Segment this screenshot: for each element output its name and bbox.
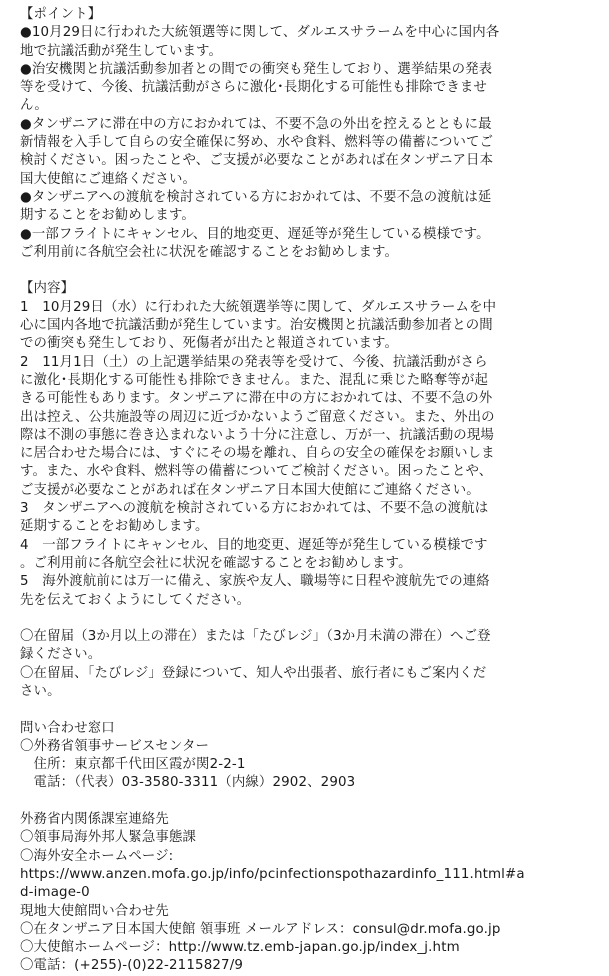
contact-line: 〇外務省領事サービスセンター <box>20 738 210 754</box>
registration-line: 〇在留届、「たびレジ」登録について、知人や出張者、旅行者にもご案内くだ <box>20 665 487 681</box>
point-line: 新情報を入手して自らの安全確保に努め、水や食料、燃料等の備蓄についてご <box>20 135 494 151</box>
spacer <box>20 701 609 719</box>
spacer <box>20 262 609 280</box>
content-line: に激化･長期化する可能性も排除できません。また、混乱に乗じた略奪等が起 <box>20 372 489 388</box>
content-line: 2 11月1日（土）の上記選挙結果の発表等を受けて、今後、抗議活動がさら <box>20 354 488 370</box>
content-line: 先を伝えておくようにしてください。 <box>20 592 251 608</box>
safety-homepage-link[interactable]: https://www.anzen.mofa.go.jp/info/pcinfectionspothazardinfo_111.html#a <box>20 866 525 882</box>
point-line: 等を受けて、今後、抗議活動がさらに激化･長期化する可能性も排除できませ <box>20 80 487 96</box>
contact-line: 〇海外安全ホームページ: <box>20 848 174 864</box>
contact-address: 住所：東京都千代田区霞が関2-2-1 <box>20 757 246 773</box>
content-line: 延期することをお勧めします。 <box>20 519 209 535</box>
heading-content: 【内容】 <box>20 281 75 297</box>
spacer <box>20 793 609 811</box>
registration-line: さい。 <box>20 683 61 699</box>
point-line: 国大使館にご連絡ください。 <box>20 171 197 187</box>
content-line: す。また、水や食料、燃料等の備蓄についてご検討ください。困ったことや、 <box>20 464 493 480</box>
spacer <box>20 610 609 628</box>
point-line: ●タンザニアへの渡航を検討されている方におかれては、不要不急の渡航は延 <box>20 189 492 205</box>
content-line: 4 一部フライトにキャンセル、目的地変更、遅延等が発生している模様です <box>20 537 488 553</box>
embassy-homepage-line[interactable]: 〇大使館ホームページ：http://www.tz.emb-japan.go.jp/index_j.htm <box>20 940 460 956</box>
content-line: 際は不測の事態に巻き込まれないよう十分に注意し、万が一、抗議活動の現場 <box>20 427 494 443</box>
contact-phone: 電話：（代表）03-3580-3311（内線）2902、2903 <box>20 775 356 791</box>
content-line: に居合わせた場合には、すぐにその場を離れ、自らの安全の確保をお願いしま <box>20 446 495 462</box>
registration-line: 録ください。 <box>20 647 102 663</box>
embassy-phone-line: 〇電話：(+255)-(0)22-2115827/9 <box>20 958 244 974</box>
point-line: 検討ください。困ったことや、ご支援が必要なことがあれば在タンザニア日本 <box>20 153 494 169</box>
contact-line: 〇領事局海外邦人緊急事態課 <box>20 830 197 846</box>
point-line: ん。 <box>20 98 48 114</box>
safety-homepage-link-continued[interactable]: d-image-0 <box>20 885 90 901</box>
point-line: ●治安機関と抗議活動参加者との間での衝突も発生しており、選挙結果の発表 <box>20 61 493 77</box>
ministry-contacts-heading: 外務省内関係課室連絡先 <box>20 812 169 828</box>
content-line: 心に国内各地で抗議活動が発生しています。治安機関と抗議活動参加者との間 <box>20 318 493 334</box>
point-line: ●10月29日に行われた大統領選等に関して、ダルエスサラームを中心に国内各 <box>20 25 500 41</box>
content-line: ご支援が必要なことがあれば在タンザニア日本国大使館にご連絡ください。 <box>20 482 480 498</box>
content-line: 5 海外渡航前には万一に備え、家族や友人、職場等に日程や渡航先での連絡 <box>20 574 490 590</box>
point-line: 期することをお勧めします。 <box>20 208 195 224</box>
embassy-email-line[interactable]: 〇在タンザニア日本国大使館 領事班 メールアドレス：consul@dr.mofa.go.jp <box>20 921 501 937</box>
point-line: ●一部フライトにキャンセル、目的地変更、遅延等が発生している模様です。 <box>20 226 490 242</box>
content-line: 。ご利用前に各航空会社に状況を確認することをお勧めします。 <box>20 555 412 571</box>
content-line: 3 タンザニアへの渡航を検討されている方におかれては、不要不急の渡航は <box>20 501 489 517</box>
content-line: 出は控え、公共施設等の周辺に近づかないようご留意ください。また、外出の <box>20 409 495 425</box>
heading-points: 【ポイント】 <box>20 7 102 22</box>
embassy-contacts-heading: 現地大使館問い合わせ先 <box>20 903 169 919</box>
content-line: 1 10月29日（水）に行われた大統領選挙等に関して、ダルエスサラームを中 <box>20 299 497 315</box>
content-line: きる可能性もあります。タンザニアに滞在中の方におかれては、不要不急の外 <box>20 391 493 407</box>
point-line: ●タンザニアに滞在中の方におかれては、不要不急の外出を控えるとともに最 <box>20 116 492 132</box>
content-line: での衝突も発生しており、死傷者が出たと報道されています。 <box>20 336 399 352</box>
point-line: ご利用前に各航空会社に状況を確認することをお勧めします。 <box>20 244 399 260</box>
contact-heading: 問い合わせ窓口 <box>20 720 115 736</box>
registration-line: 〇在留届（3か月以上の滞在）または「たびレジ」（3か月未満の滞在）へご登 <box>20 629 491 645</box>
point-line: 地で抗議活動が発生しています。 <box>20 43 223 59</box>
